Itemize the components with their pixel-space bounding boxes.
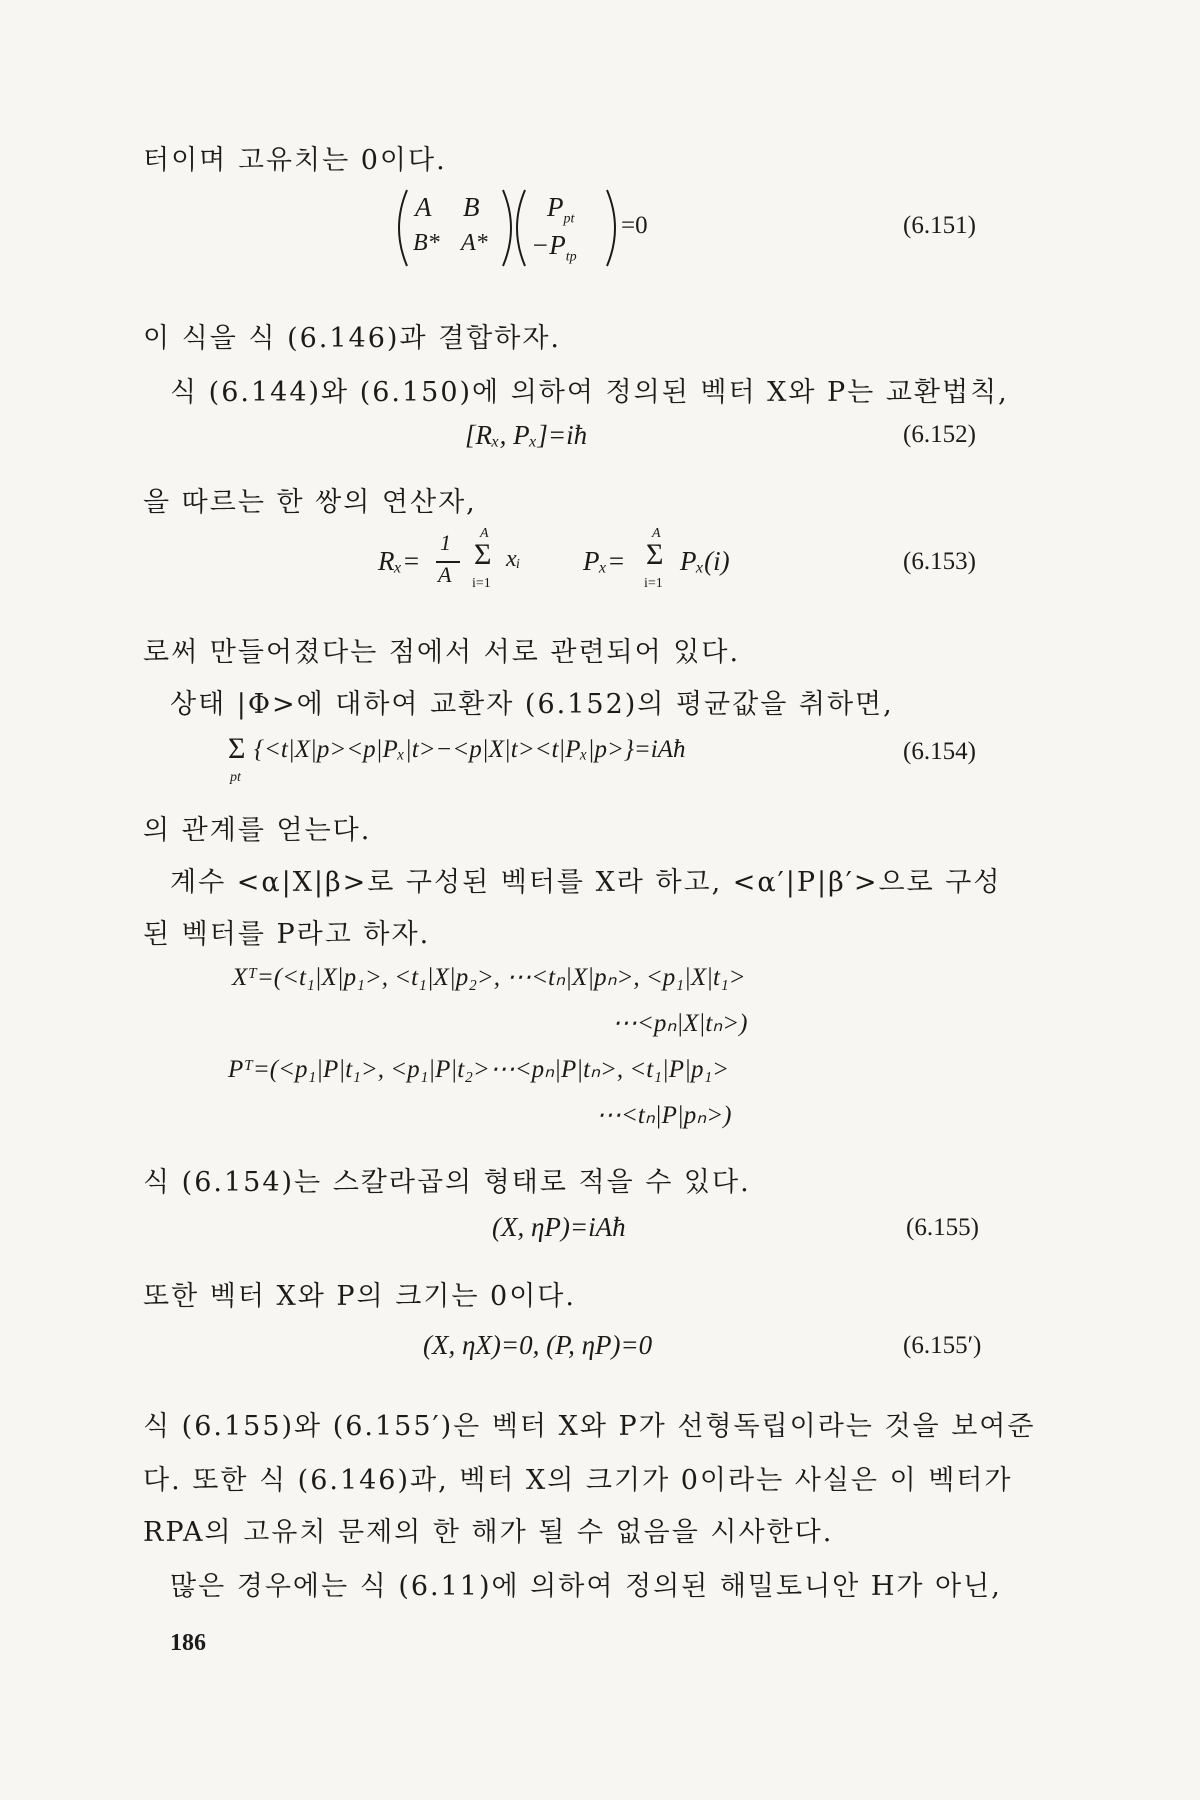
sum-upper: A	[652, 526, 661, 541]
vector-minus-p-tp: $-P_{tp}$	[531, 230, 577, 265]
body-text-line: 식 (6.144)와 (6.150)에 의하여 정의된 벡터 X와 P는 교환법칙,	[170, 377, 1009, 408]
equation-6-153	[378, 528, 978, 598]
sum-sign: Σ	[228, 732, 246, 765]
sum-upper: A	[480, 526, 489, 541]
body-text-line: 터이며 고유치는 0이다.	[143, 145, 447, 176]
p-transpose-line-1: Pᵀ=(<p₁|P|t₁>, <p₁|P|t₂>⋯<pₙ|P|tₙ>, <t₁|P|p₁>	[228, 1056, 730, 1083]
body-text-line: RPA의 고유치 문제의 한 해가 될 수 없음을 시사한다.	[143, 1517, 834, 1548]
equation-number: (6.155′)	[903, 1332, 982, 1359]
equation-6-155-prime: (X, ηX)=0, (P, ηP)=0	[423, 1330, 653, 1360]
sum-lower: pt	[230, 770, 241, 785]
body-text-line: 식 (6.154)는 스칼라곱의 형태로 적을 수 있다.	[143, 1167, 751, 1198]
p-x-i-term: Pₓ(i)	[680, 546, 730, 576]
fraction-numerator: 1	[440, 530, 451, 555]
p-x-lhs: Pₓ=	[583, 546, 626, 576]
equation-number: (6.151)	[903, 212, 976, 239]
body-text-line: 다. 또한 식 (6.146)과, 벡터 X의 크기가 0이라는 사실은 이 벡터가	[143, 1465, 1013, 1496]
matrix-b-star: B*	[413, 230, 440, 256]
equation-6-152: [Rₓ, Pₓ]=iħ	[465, 420, 588, 450]
page-number: 186	[170, 1630, 206, 1656]
body-text-line: 상태 |Φ>에 대하여 교환자 (6.152)의 평균값을 취하면,	[170, 689, 894, 720]
sum-lower: i=1	[472, 576, 491, 591]
body-text-line: 이 식을 식 (6.146)과 결합하자.	[143, 323, 562, 354]
matrix-a-star: A*	[461, 230, 488, 256]
equation-body: {<t|X|p><p|Pₓ|t>−<p|X|t><t|Pₓ|p>}=iAħ	[254, 736, 686, 763]
body-text-line: 또한 벡터 X와 P의 크기는 0이다.	[143, 1281, 576, 1312]
x-i-term: xᵢ	[506, 546, 521, 572]
p-transpose-line-2: ⋯<tₙ|P|pₙ>)	[596, 1102, 732, 1129]
sum-sign: Σ	[646, 538, 664, 571]
fraction-denominator: A	[438, 562, 452, 587]
body-text-line: 많은 경우에는 식 (6.11)에 의하여 정의된 해밀토니안 H가 아닌,	[170, 1571, 1002, 1602]
body-text-line: 된 벡터를 P라고 하자.	[143, 919, 431, 950]
equation-6-154	[228, 728, 988, 788]
x-transpose-line-1: Xᵀ=(<t₁|X|p₁>, <t₁|X|p₂>, ⋯<tₙ|X|pₙ>, <p₁|X|t₁>	[232, 964, 746, 991]
vector-p-pt: $P_{pt}$	[547, 192, 575, 227]
equation-number: (6.153)	[903, 548, 976, 575]
matrix-b: B	[463, 192, 480, 222]
body-text-line: 의 관계를 얻는다.	[143, 815, 372, 846]
equation-6-155: (X, ηP)=iAħ	[492, 1212, 626, 1242]
body-text-line: 식 (6.155)와 (6.155′)은 벡터 X와 P가 선형독립이라는 것을 보여준	[143, 1411, 1036, 1442]
matrix-a: A	[415, 192, 432, 222]
r-x-lhs: Rₓ=	[378, 546, 421, 576]
equals-zero: =0	[621, 212, 648, 239]
equation-number: (6.155)	[906, 1214, 979, 1241]
sum-lower: i=1	[644, 576, 663, 591]
body-text-line: 을 따르는 한 쌍의 연산자,	[143, 487, 477, 518]
sum-sign: Σ	[474, 538, 492, 571]
x-transpose-line-2: ⋯<pₙ|X|tₙ>)	[612, 1010, 748, 1037]
equation-6-151	[385, 186, 1195, 270]
body-text-line: 로써 만들어졌다는 점에서 서로 관련되어 있다.	[143, 637, 741, 668]
equation-number: (6.154)	[903, 738, 976, 765]
body-text-line: 계수 <α|X|β>로 구성된 벡터를 X라 하고, <α′|P|β′>으로 구성	[170, 867, 1002, 898]
equation-number: (6.152)	[903, 421, 976, 448]
